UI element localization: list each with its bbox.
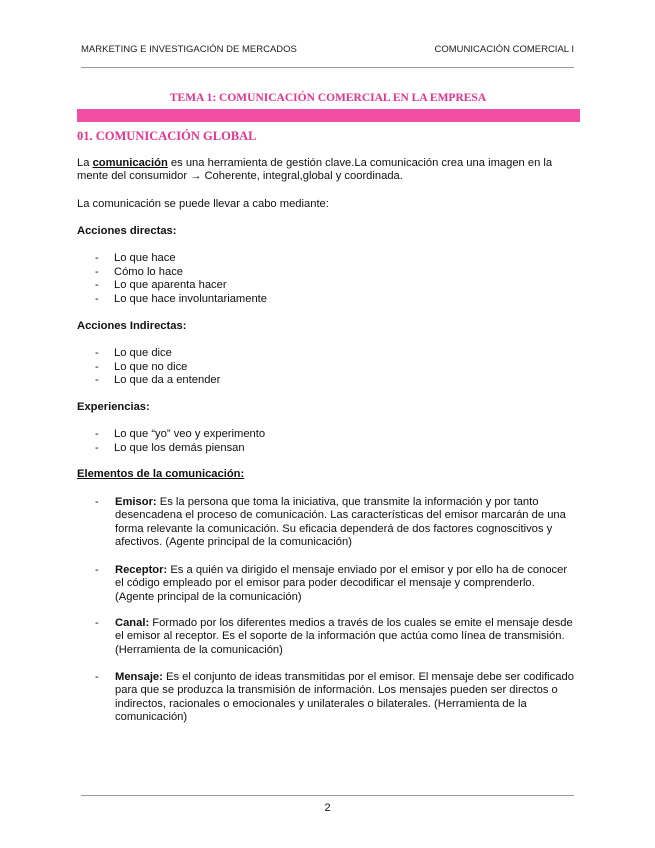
element-label: Receptor:	[115, 564, 168, 576]
list-item: - Lo que aparenta hacer	[95, 279, 267, 293]
heading-acciones-directas: Acciones directas:	[77, 225, 177, 237]
heading-acciones-indirectas: Acciones Indirectas:	[77, 320, 187, 332]
list-item: - Lo que da a entender	[95, 374, 220, 388]
footer-divider	[81, 795, 574, 796]
element-description: Es a quién va dirigido el mensaje enviado por el emisor y por ello ha de conocer el código empleado por el emisor para poder decodificar el mensaje y comprenderlo. (Agente principal de la comunicación)	[115, 564, 568, 603]
intro-term: comunicación	[92, 157, 168, 169]
page-number: 2	[324, 802, 331, 814]
list-item: - Lo que hace involuntariamente	[95, 293, 267, 307]
heading-experiencias: Experiencias:	[77, 401, 150, 413]
list-item: - Lo que los demás piensan	[95, 442, 265, 456]
list-item: - Lo que no dice	[95, 361, 220, 375]
means-paragraph: La comunicación se puede llevar a cabo mediante:	[77, 198, 329, 210]
element-label: Mensaje:	[115, 671, 163, 683]
list-experiencias	[95, 428, 265, 455]
element-receptor: - Receptor: Es a quién va dirigido el mensaje enviado por el emisor y por ello ha de conocer el código empleado por el emisor para poder decodificar el mensaje y comprenderlo. (Agente principal de la comunicación)	[95, 564, 568, 603]
list-item: - Cómo lo hace	[95, 266, 267, 280]
intro-paragraph	[77, 157, 582, 184]
header-divider	[81, 67, 574, 68]
list-item: - Lo que dice	[95, 347, 220, 361]
heading-elementos: Elementos de la comunicación:	[77, 468, 245, 480]
list-item: - Lo que hace	[95, 252, 267, 266]
element-description: Es la persona que toma la iniciativa, que transmite la información y por tanto desencadena el proceso de comunicación. Las características del emisor marcarán de una forma relevante la comunicación. Su eficacia dependerá de dos factores cognoscitivos y afectivos. (Agente principal de la comunicación)	[115, 496, 566, 548]
element-label: Canal:	[115, 617, 150, 629]
element-canal: - Canal: Formado por los diferentes medios a través de los cuales se emite el mensaje desde el emisor al receptor. Es el soporte de la información que actúa como línea de transmisión. (Herramienta de la comunicación)	[95, 617, 573, 656]
header-left: MARKETING E INVESTIGACIÓN DE MERCADOS	[81, 44, 297, 55]
element-label: Emisor:	[115, 496, 157, 508]
section-title: 01. COMUNICACIÓN GLOBAL	[77, 129, 257, 143]
intro-pre: La	[77, 157, 93, 169]
element-emisor: - Emisor: Es la persona que toma la iniciativa, que transmite la información y por tanto desencadena el proceso de comunicación. Las características del emisor marcarán de una forma relevante la comunicación. Su eficacia dependerá de dos factores cognoscitivos y afectivos. (Agente principal de la comunicación)	[95, 496, 566, 548]
element-mensaje: - Mensaje: Es el conjunto de ideas transmitidas por el emisor. El mensaje debe ser codificado para que se produzca la transmisión de información. Los mensajes pueden ser directos o indirectos, racionales o emocionales y unilaterales o bilaterales. (Herramienta de la comunicación)	[95, 671, 574, 723]
header-right: COMUNICACIÓN COMERCIAL I	[434, 44, 574, 55]
list-item: - Lo que “yo” veo y experimento	[95, 428, 265, 442]
list-acciones-indirectas	[95, 347, 220, 388]
intro-post: es una herramienta de gestión clave.La comunicación crea una imagen en la mente del consumidor → Coherente, integral,global y coordinada.	[77, 157, 553, 183]
title-highlight-bar	[77, 109, 580, 122]
list-acciones-directas	[95, 252, 267, 306]
element-description: Es el conjunto de ideas transmitidas por el emisor. El mensaje debe ser codificado para que se produzca la transmisión de información. Los mensajes pueden ser directos o indirectos, racionales o emocionales y unilaterales o bilaterales. (Herramienta de la comunicación)	[115, 671, 574, 723]
topic-title: TEMA 1: COMUNICACIÓN COMERCIAL EN LA EMPRESA	[169, 92, 487, 104]
element-description: Formado por los diferentes medios a través de los cuales se emite el mensaje desde el emisor al receptor. Es el soporte de la información que actúa como línea de transmisión. (Herramienta de la comunicación)	[115, 617, 573, 656]
